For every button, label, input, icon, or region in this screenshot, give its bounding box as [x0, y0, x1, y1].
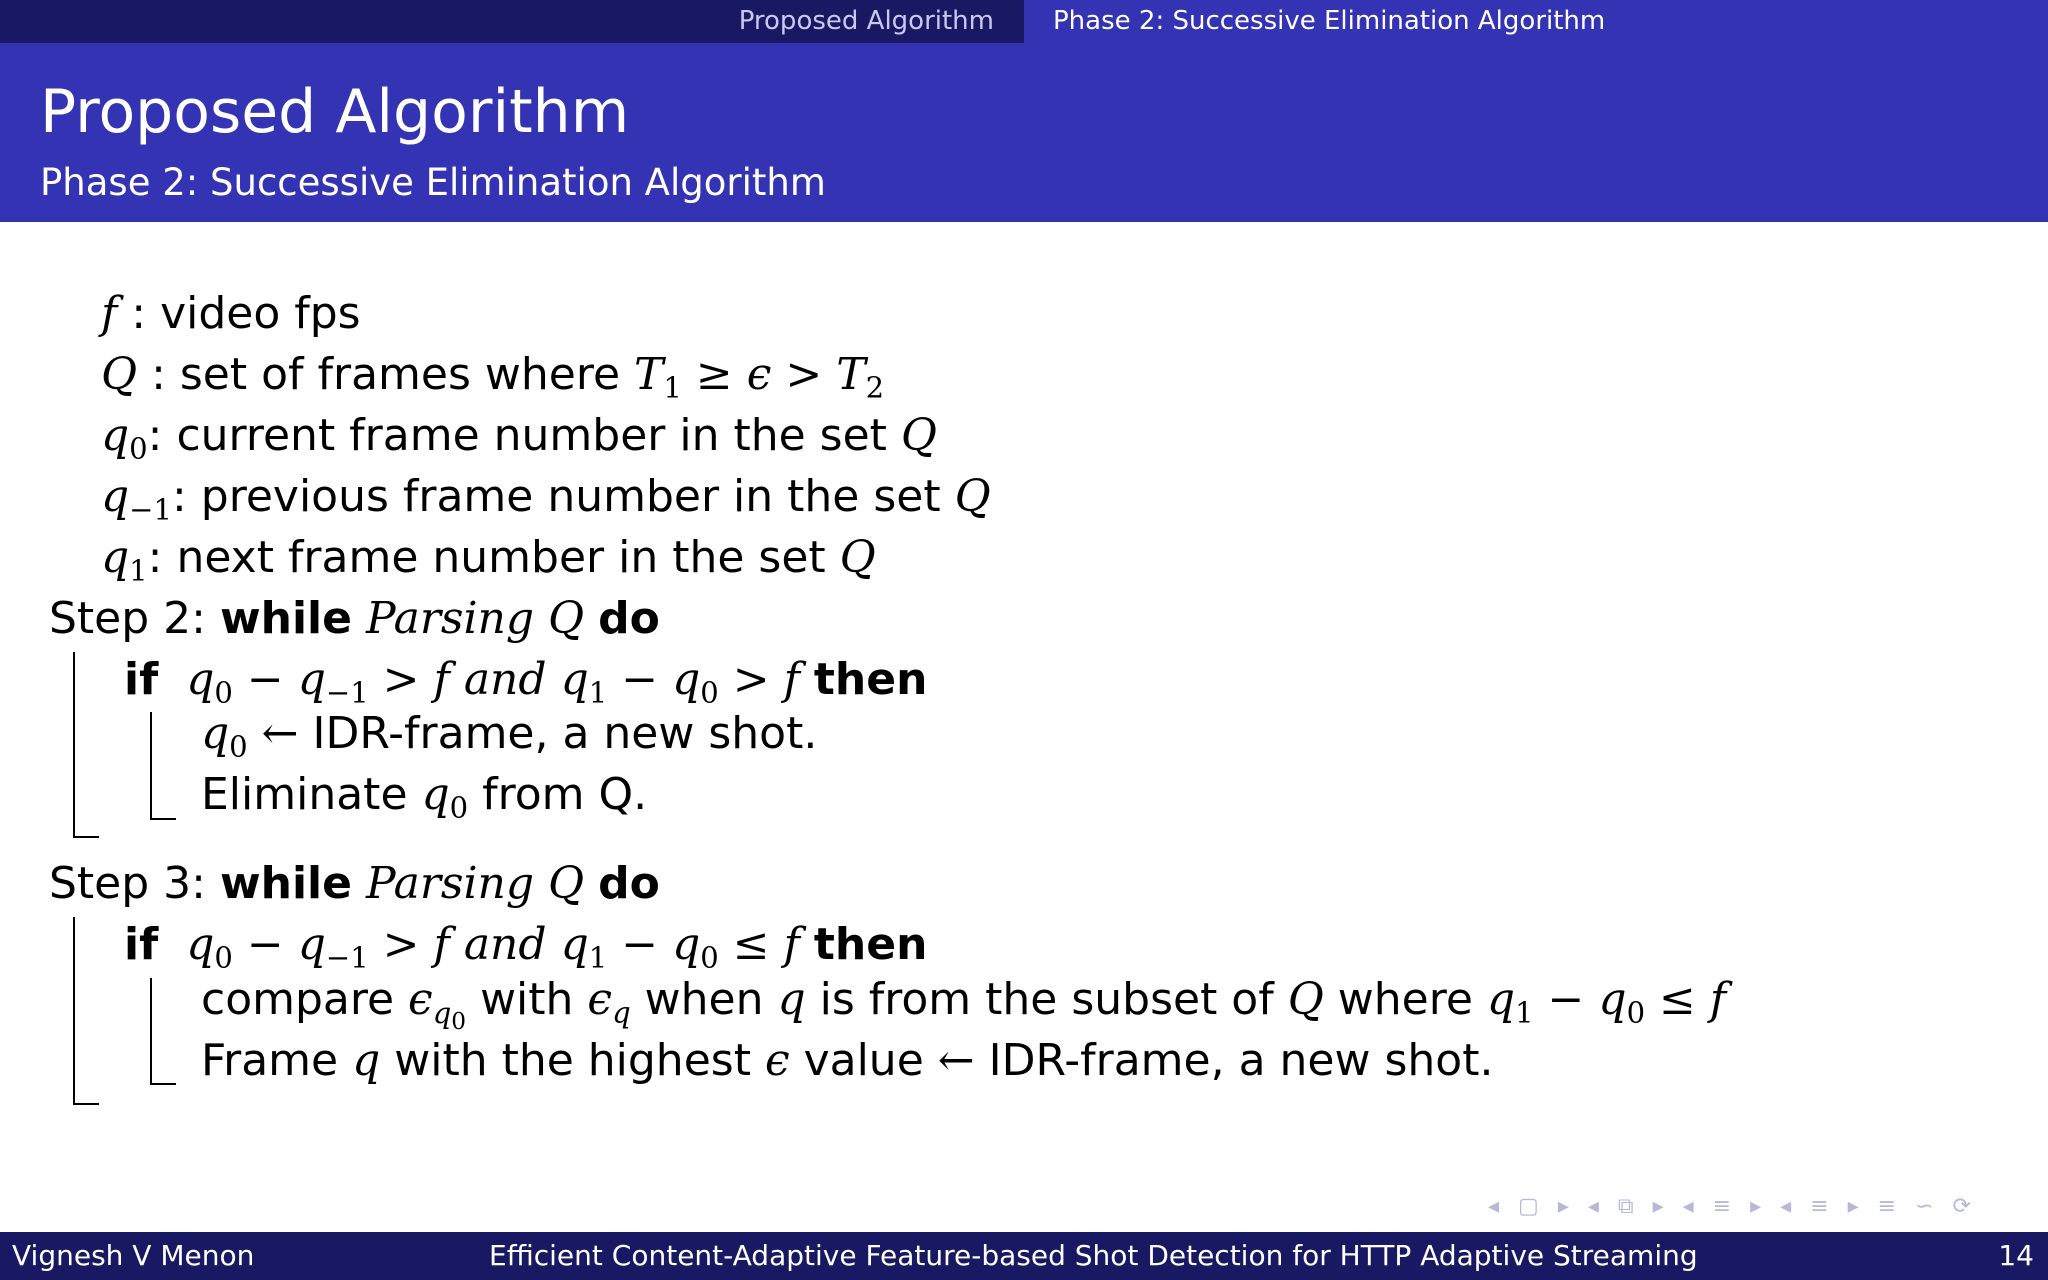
def-f: f : video fps — [101, 288, 361, 339]
def-q: Q : set of frames where $T_1 \ge \epsilon > T_2$ — [101, 349, 885, 405]
step2-action1: $q_0$ ← IDR-frame, a new shot. — [201, 708, 818, 764]
footer-bar — [0, 1232, 2048, 1280]
def-q0: $q_0$: current frame number in the set Q — [101, 410, 937, 466]
step2-block-bar — [73, 652, 75, 838]
step2-if-foot — [150, 818, 176, 820]
def-qminus1: $q_{-1}$: previous frame number in the set Q — [101, 471, 991, 527]
step3-condition: if $q_0 - q_{-1} > f$ and $q_1 - q_0 \le f$ then — [124, 919, 928, 975]
footer-author: Vignesh V Menon — [12, 1239, 255, 1272]
footer-page-number: 14 — [1998, 1239, 2034, 1272]
step3-block-foot — [73, 1103, 99, 1105]
beamer-navigation-icons[interactable]: ◂ ▢ ▸ ◂ ⧉ ▸ ◂ ≡ ▸ ◂ ≡ ▸ ≡ ∽ ⟳ — [1488, 1194, 1977, 1219]
step2-condition: if $q_0 - q_{-1} > f$ and $q_1 - q_0 > f$ then — [124, 654, 928, 710]
step2-block-foot — [73, 836, 99, 838]
title-bar — [0, 43, 2048, 222]
step3-if-bar — [150, 978, 152, 1085]
slide-subtitle: Phase 2: Successive Elimination Algorithm — [40, 161, 826, 204]
footer-talk-title: Efficient Content-Adaptive Feature-based Shot Detection for HTTP Adaptive Streaming — [489, 1239, 1698, 1272]
top-navigation-bar — [0, 0, 2048, 43]
step2-action2: Eliminate $q_0$ from Q. — [201, 769, 648, 825]
step3-if-foot — [150, 1083, 176, 1085]
def-q1: $q_1$: next frame number in the set Q — [101, 532, 876, 588]
step3-action2: Frame q with the highest ϵ value ← IDR-frame, a new shot. — [201, 1035, 1494, 1086]
step2-header: Step 2: while Parsing Q do — [49, 593, 660, 644]
nav-section-link[interactable]: Proposed Algorithm — [738, 6, 994, 36]
step3-block-bar — [73, 917, 75, 1105]
slide-title: Proposed Algorithm — [40, 77, 630, 147]
nav-subsection-link[interactable]: Phase 2: Successive Elimination Algorithm — [1053, 6, 1606, 36]
step3-action1: compare $\epsilon_{q_0}$ with $\epsilon_q$ when q is from the subset of Q where $q_1 - q_0 \le f$ — [201, 974, 1727, 1035]
step2-if-bar — [150, 712, 152, 820]
step3-header: Step 3: while Parsing Q do — [49, 858, 660, 909]
